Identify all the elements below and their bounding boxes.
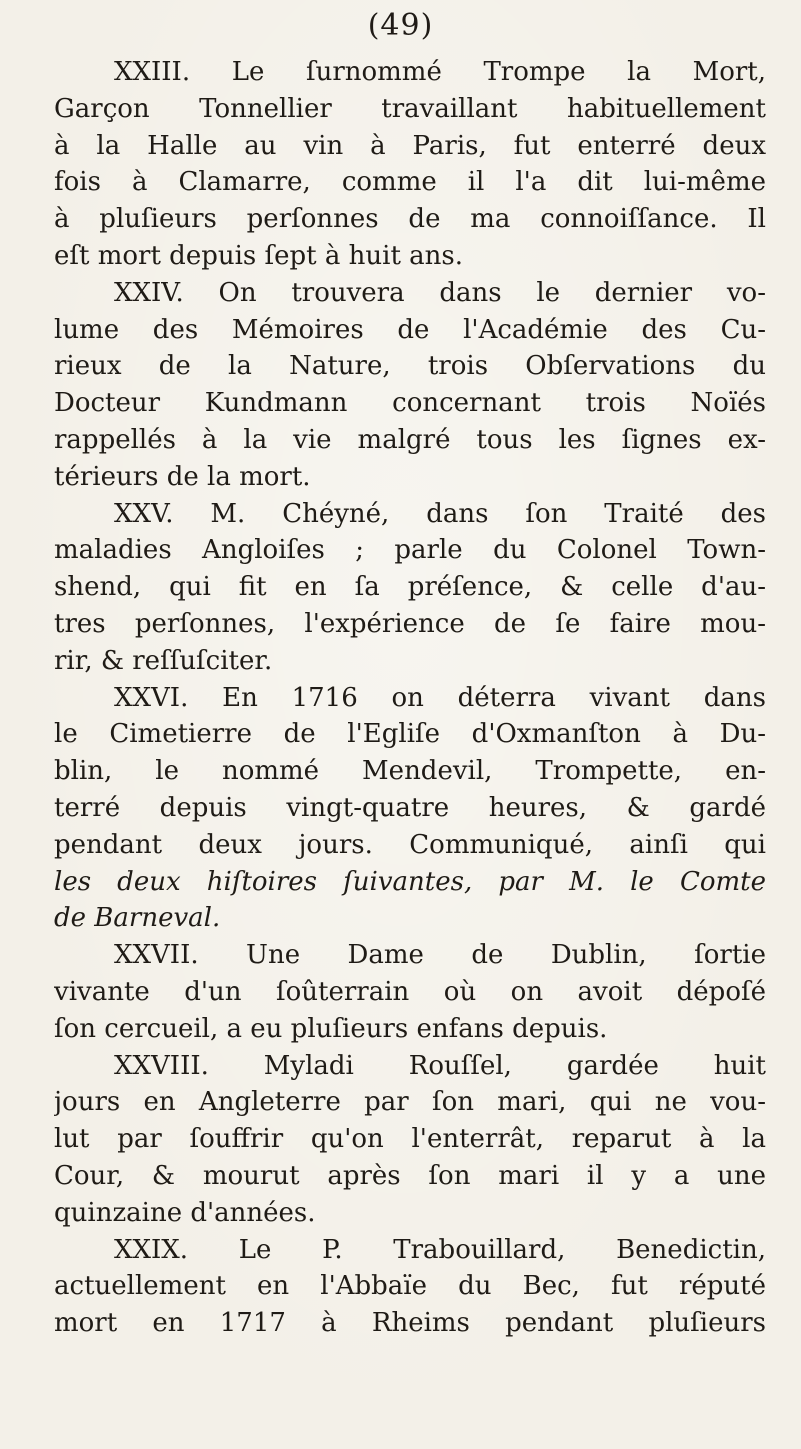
text-line: Docteur Kundmann concernant trois Noïés (54, 388, 766, 419)
text-line: rappellés à la vie malgré tous les ſignes ex- (54, 424, 766, 455)
text-line: fois à Clamarre, comme il l'a dit lui-même (54, 167, 766, 198)
text-line: XXIV. On trouvera dans le dernier vo- (114, 277, 766, 308)
text-line: rir, & reſſuſciter. (54, 645, 273, 676)
text-line: maladies Angloiſes ; parle du Colonel Town- (54, 535, 766, 566)
text-line: lume des Mémoires de l'Académie des Cu- (54, 314, 766, 345)
text-line: XXIII. Le ſurnommé Trompe la Mort, (114, 57, 766, 87)
text-line: lut par ſouffrir qu'on l'enterrât, reparut à la (54, 1124, 766, 1155)
text-line: actuellement en l'Abbaïe du Bec, fut réputé (54, 1271, 766, 1302)
text-line: le Cimetierre de l'Egliſe d'Oxmanſton à Du- (54, 719, 766, 750)
text-line: de Barneval. (54, 903, 221, 934)
text-line: vivante d'un ſoûterrain où on avoit dépoſé (54, 976, 766, 1007)
text-line: XXIX. Le P. Trabouillard, Benedictin, (114, 1234, 766, 1265)
text-line: blin, le nommé Mendevil, Trompette, en- (54, 756, 766, 787)
text-line: XXVI. En 1716 on déterra vivant dans (114, 682, 766, 713)
text-line: XXVIII. Myladi Rouſſel, gardée huit (114, 1050, 766, 1081)
text-line: shend, qui fit en ſa préſence, & celle d'au- (54, 572, 766, 603)
text-line: quinzaine d'années. (54, 1197, 316, 1228)
text-line: tres perſonnes, l'expérience de ſe faire mou- (54, 608, 766, 639)
text-line: les deux hiſtoires ſuivantes, par M. le Comte (54, 866, 766, 897)
body-text (54, 54, 766, 1342)
text-line: ſon cercueil, a eu pluſieurs enfans depuis. (54, 1013, 608, 1044)
text-line: XXV. M. Chéyné, dans ſon Traité des (114, 498, 766, 529)
text-line: terré depuis vingt-quatre heures, & gardé (54, 792, 766, 823)
text-line: pendant deux jours. Communiqué, ainſi qui (54, 829, 766, 860)
text-line: à pluſieurs perſonnes de ma connoiſſance. Il (54, 204, 766, 235)
text-line: Garçon Tonnellier travaillant habituellement (54, 93, 766, 124)
text-line: eſt mort depuis ſept à huit ans. (54, 240, 464, 271)
page-number: (49) (367, 8, 434, 43)
text-line: à la Halle au vin à Paris, fut enterré deux (54, 130, 766, 161)
text-line: térieurs de la mort. (54, 461, 311, 492)
text-line: Cour, & mourut après ſon mari il y a une (54, 1160, 766, 1191)
text-line: XXVII. Une Dame de Dublin, ſortie (114, 940, 766, 971)
text-line: rieux de la Nature, trois Obſervations du (54, 351, 766, 382)
text-line: jours en Angleterre par ſon mari, qui ne vou- (54, 1087, 766, 1118)
text-line: mort en 1717 à Rheims pendant pluſieurs (54, 1308, 766, 1339)
